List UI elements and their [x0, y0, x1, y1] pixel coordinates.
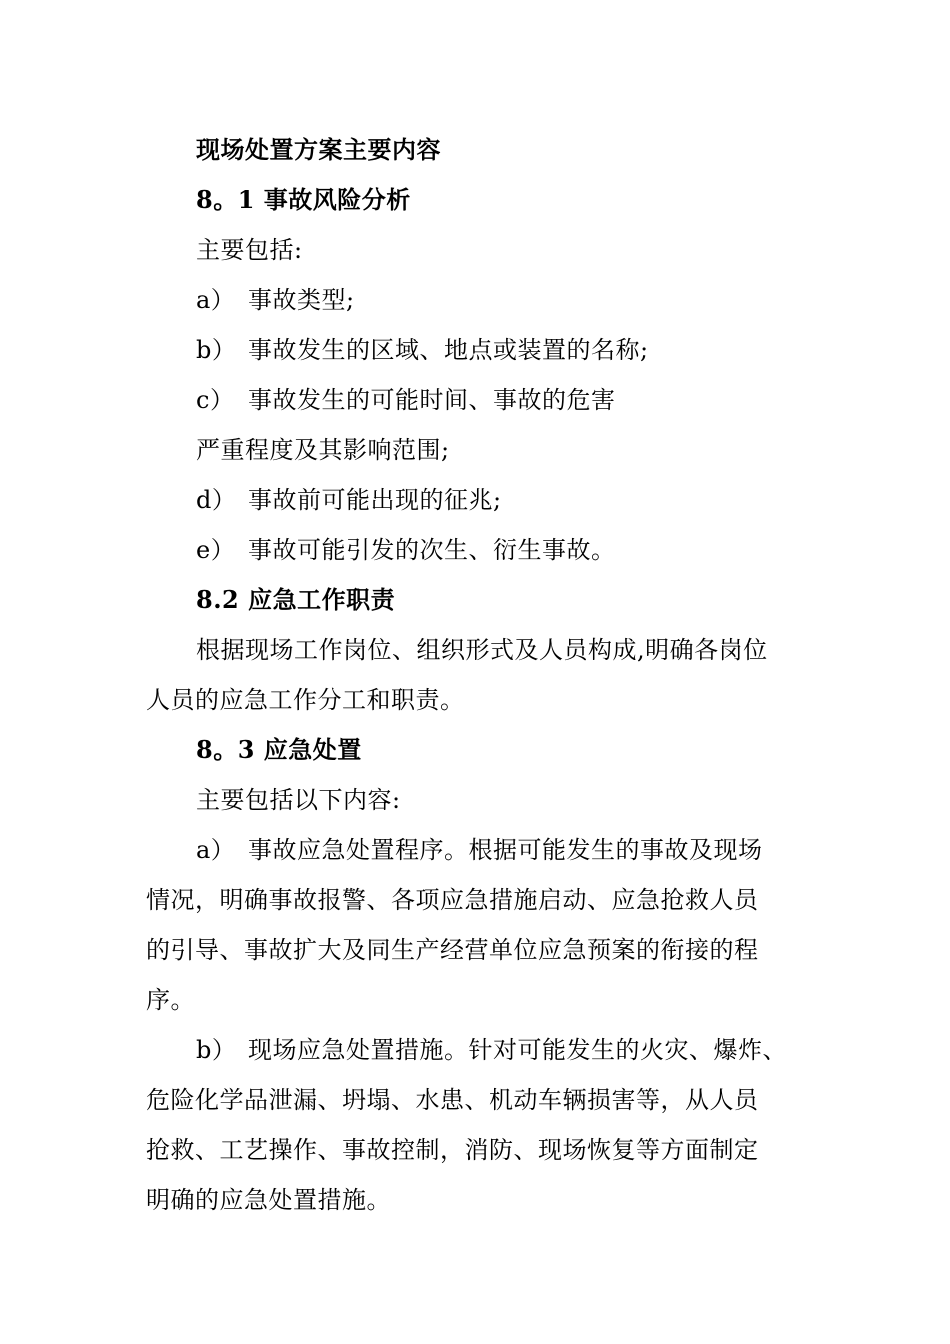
list-item-text: 事故发生的可能时间、事故的危害 [248, 386, 616, 414]
list-item-marker: b） [196, 1036, 237, 1064]
list-item [196, 484, 502, 516]
list-item-text: 事故可能引发的次生、衍生事故。 [248, 536, 616, 564]
list-item-marker: e） [196, 536, 236, 564]
list-item-continuation: 序。 [146, 986, 195, 1014]
section-8-2-paragraph-line: 根据现场工作岗位、组织形式及人员构成,明确各岗位 [196, 636, 768, 664]
section-heading-8-1: 8。1 事故风险分析 [196, 185, 411, 214]
list-item-marker: c） [196, 386, 235, 414]
list-item-marker: b） [196, 336, 237, 364]
section-heading-8-2: 8.2 应急工作职责 [196, 585, 396, 614]
list-item-text: 事故前可能出现的征兆; [248, 486, 502, 514]
list-item-continuation: 情况，明确事故报警、各项应急措施启动、应急抢救人员 [146, 886, 759, 914]
list-item-continuation: 抢救、工艺操作、事故控制，消防、现场恢复等方面制定 [146, 1136, 759, 1164]
list-item-marker: a） [196, 286, 236, 314]
list-item [196, 834, 763, 866]
list-item-continuation: 严重程度及其影响范围; [196, 436, 450, 464]
section-8-1-intro: 主要包括: [196, 236, 303, 264]
list-item [196, 284, 355, 316]
document-title: 现场处置方案主要内容 [196, 135, 441, 164]
list-item-text: 事故应急处置程序。根据可能发生的事故及现场 [248, 836, 763, 864]
list-item-marker: d） [196, 486, 237, 514]
list-item-marker: a） [196, 836, 236, 864]
list-item-text: 现场应急处置措施。针对可能发生的火灾、爆炸、 [248, 1036, 787, 1064]
list-item-continuation: 明确的应急处置措施。 [146, 1186, 391, 1214]
list-item [196, 334, 649, 366]
list-item-continuation: 危险化学品泄漏、坍塌、水患、机动车辆损害等，从人员 [146, 1086, 759, 1114]
list-item [196, 384, 616, 416]
list-item [196, 1034, 787, 1066]
section-heading-8-3: 8。3 应急处置 [196, 735, 362, 764]
list-item-continuation: 的引导、事故扩大及同生产经营单位应急预案的衔接的程 [146, 936, 759, 964]
list-item-text: 事故类型; [248, 286, 355, 314]
section-8-2-paragraph-line: 人员的应急工作分工和职责。 [146, 686, 465, 714]
list-item [196, 534, 616, 566]
list-item-text: 事故发生的区域、地点或装置的名称; [248, 336, 649, 364]
section-8-3-intro: 主要包括以下内容: [196, 786, 401, 814]
